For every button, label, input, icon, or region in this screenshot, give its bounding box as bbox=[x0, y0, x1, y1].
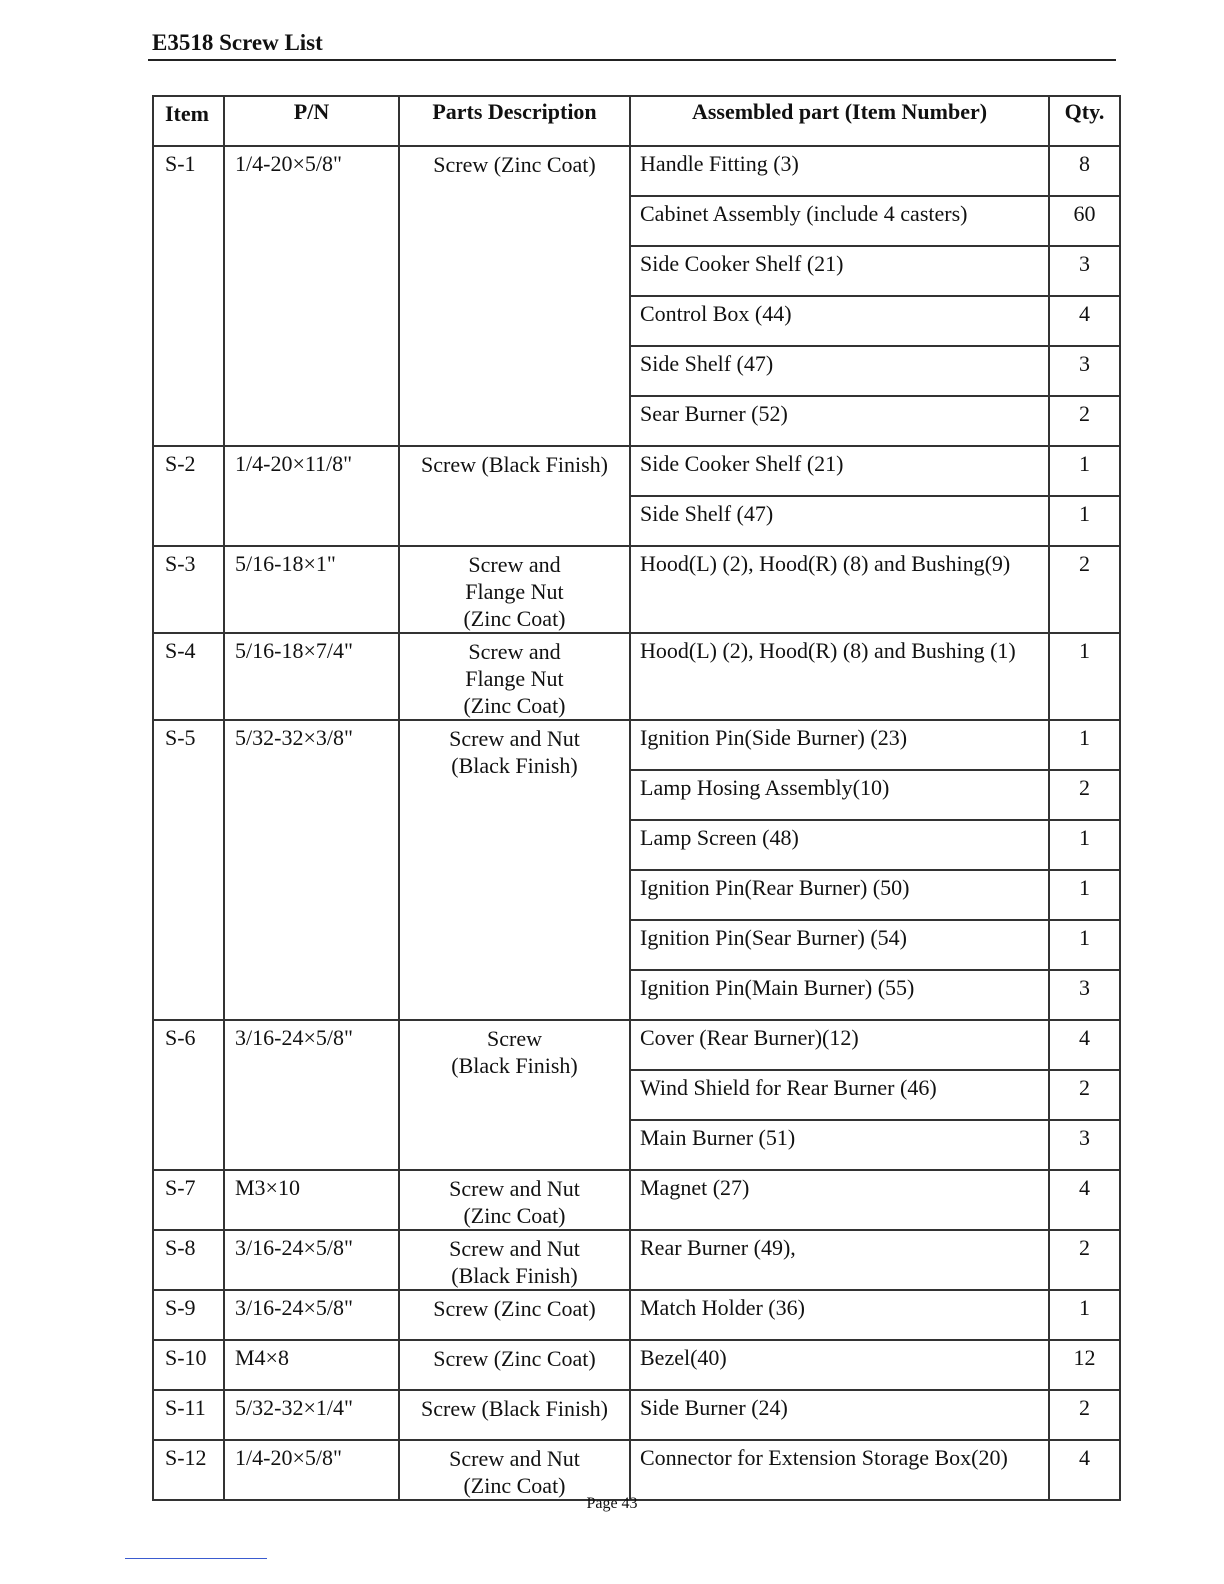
document-title: E3518 Screw List bbox=[152, 30, 323, 55]
description-line: Screw and Nut bbox=[449, 1236, 580, 1261]
cell-part-number: 5/32-32×3/8" bbox=[224, 720, 399, 1020]
cell-item: S-11 bbox=[153, 1390, 224, 1440]
cell-assembled-part: Cover (Rear Burner)(12) bbox=[630, 1020, 1049, 1070]
cell-assembled-part: Wind Shield for Rear Burner (46) bbox=[630, 1070, 1049, 1120]
footer-link-underline bbox=[125, 1558, 267, 1559]
cell-qty: 4 bbox=[1049, 1020, 1120, 1070]
cell-assembled-part: Match Holder (36) bbox=[630, 1290, 1049, 1340]
table-body bbox=[153, 146, 1120, 1500]
cell-qty: 1 bbox=[1049, 496, 1120, 546]
cell-qty: 1 bbox=[1049, 633, 1120, 720]
table-row bbox=[153, 1290, 1120, 1340]
description-line: Flange Nut bbox=[465, 579, 564, 604]
cell-assembled-part: Side Shelf (47) bbox=[630, 496, 1049, 546]
cell-qty: 2 bbox=[1049, 1390, 1120, 1440]
cell-assembled-part: Connector for Extension Storage Box(20) bbox=[630, 1440, 1049, 1500]
cell-item: S-9 bbox=[153, 1290, 224, 1340]
cell-description bbox=[399, 1230, 630, 1290]
header-qty: Qty. bbox=[1049, 96, 1120, 146]
header-item: Item bbox=[153, 96, 224, 146]
table-row bbox=[153, 633, 1120, 720]
description-line: Screw bbox=[487, 1026, 542, 1051]
table-row bbox=[153, 1020, 1120, 1070]
description-line: Screw (Zinc Coat) bbox=[433, 152, 596, 177]
cell-item: S-8 bbox=[153, 1230, 224, 1290]
cell-item: S-1 bbox=[153, 146, 224, 446]
cell-description bbox=[399, 1290, 630, 1340]
cell-qty: 1 bbox=[1049, 920, 1120, 970]
cell-qty: 4 bbox=[1049, 1170, 1120, 1230]
cell-qty: 12 bbox=[1049, 1340, 1120, 1390]
cell-part-number: 5/16-18×7/4" bbox=[224, 633, 399, 720]
cell-item: S-4 bbox=[153, 633, 224, 720]
cell-qty: 4 bbox=[1049, 296, 1120, 346]
table-row bbox=[153, 1390, 1120, 1440]
description-line: Screw (Zinc Coat) bbox=[433, 1346, 596, 1371]
cell-part-number: 3/16-24×5/8" bbox=[224, 1020, 399, 1170]
description-line: (Black Finish) bbox=[451, 1263, 578, 1288]
table-row bbox=[153, 146, 1120, 196]
cell-qty: 2 bbox=[1049, 396, 1120, 446]
cell-assembled-part: Side Cooker Shelf (21) bbox=[630, 246, 1049, 296]
cell-assembled-part: Ignition Pin(Side Burner) (23) bbox=[630, 720, 1049, 770]
cell-qty: 1 bbox=[1049, 1290, 1120, 1340]
cell-description bbox=[399, 633, 630, 720]
cell-qty: 3 bbox=[1049, 246, 1120, 296]
table-row bbox=[153, 720, 1120, 770]
header-pn: P/N bbox=[224, 96, 399, 146]
cell-assembled-part: Side Burner (24) bbox=[630, 1390, 1049, 1440]
cell-item: S-6 bbox=[153, 1020, 224, 1170]
description-line: Screw (Black Finish) bbox=[421, 1396, 608, 1421]
cell-part-number: 5/16-18×1" bbox=[224, 546, 399, 633]
cell-assembled-part: Bezel(40) bbox=[630, 1340, 1049, 1390]
table-row bbox=[153, 446, 1120, 496]
cell-assembled-part: Side Cooker Shelf (21) bbox=[630, 446, 1049, 496]
cell-part-number: M4×8 bbox=[224, 1340, 399, 1390]
description-line: Screw and Nut bbox=[449, 726, 580, 751]
description-line: Screw (Zinc Coat) bbox=[433, 1296, 596, 1321]
cell-qty: 1 bbox=[1049, 820, 1120, 870]
description-line: Screw and Nut bbox=[449, 1176, 580, 1201]
cell-item: S-7 bbox=[153, 1170, 224, 1230]
description-line: Flange Nut bbox=[465, 666, 564, 691]
cell-description bbox=[399, 1170, 630, 1230]
description-line: (Black Finish) bbox=[451, 753, 578, 778]
cell-qty: 3 bbox=[1049, 346, 1120, 396]
table-row bbox=[153, 1170, 1120, 1230]
table-row bbox=[153, 1340, 1120, 1390]
cell-item: S-5 bbox=[153, 720, 224, 1020]
cell-description bbox=[399, 446, 630, 546]
table-row bbox=[153, 1230, 1120, 1290]
cell-qty: 2 bbox=[1049, 1070, 1120, 1120]
description-line: Screw and Nut bbox=[449, 1446, 580, 1471]
cell-qty: 1 bbox=[1049, 446, 1120, 496]
cell-assembled-part: Lamp Hosing Assembly(10) bbox=[630, 770, 1049, 820]
cell-assembled-part: Control Box (44) bbox=[630, 296, 1049, 346]
cell-assembled-part: Rear Burner (49), bbox=[630, 1230, 1049, 1290]
cell-assembled-part: Magnet (27) bbox=[630, 1170, 1049, 1230]
cell-assembled-part: Ignition Pin(Sear Burner) (54) bbox=[630, 920, 1049, 970]
title-underline bbox=[148, 59, 1116, 61]
header-assembled-part: Assembled part (Item Number) bbox=[630, 96, 1049, 146]
description-line: (Zinc Coat) bbox=[463, 1473, 566, 1498]
description-line: (Zinc Coat) bbox=[463, 1203, 566, 1228]
cell-item: S-10 bbox=[153, 1340, 224, 1390]
cell-assembled-part: Main Burner (51) bbox=[630, 1120, 1049, 1170]
cell-assembled-part: Cabinet Assembly (include 4 casters) bbox=[630, 196, 1049, 246]
description-line: (Black Finish) bbox=[451, 1053, 578, 1078]
table-row bbox=[153, 1440, 1120, 1500]
header-description: Parts Description bbox=[399, 96, 630, 146]
cell-qty: 2 bbox=[1049, 770, 1120, 820]
cell-qty: 8 bbox=[1049, 146, 1120, 196]
cell-assembled-part: Sear Burner (52) bbox=[630, 396, 1049, 446]
cell-qty: 4 bbox=[1049, 1440, 1120, 1500]
cell-item: S-2 bbox=[153, 446, 224, 546]
cell-qty: 3 bbox=[1049, 1120, 1120, 1170]
cell-assembled-part: Side Shelf (47) bbox=[630, 346, 1049, 396]
cell-description bbox=[399, 1390, 630, 1440]
cell-item: S-12 bbox=[153, 1440, 224, 1500]
description-line: (Zinc Coat) bbox=[463, 606, 566, 631]
cell-part-number: 5/32-32×1/4" bbox=[224, 1390, 399, 1440]
description-line: (Zinc Coat) bbox=[463, 693, 566, 718]
cell-assembled-part: Hood(L) (2), Hood(R) (8) and Bushing (1) bbox=[630, 633, 1049, 720]
description-line: Screw (Black Finish) bbox=[421, 452, 608, 477]
cell-part-number: 1/4-20×11/8" bbox=[224, 446, 399, 546]
cell-part-number: 1/4-20×5/8" bbox=[224, 1440, 399, 1500]
page-number: Page 43 bbox=[586, 1495, 638, 1512]
cell-description bbox=[399, 1340, 630, 1390]
table-row bbox=[153, 546, 1120, 633]
description-line: Screw and bbox=[468, 552, 561, 577]
cell-assembled-part: Handle Fitting (3) bbox=[630, 146, 1049, 196]
description-line: Screw and bbox=[468, 639, 561, 664]
cell-qty: 2 bbox=[1049, 1230, 1120, 1290]
cell-item: S-3 bbox=[153, 546, 224, 633]
cell-assembled-part: Lamp Screen (48) bbox=[630, 820, 1049, 870]
cell-description bbox=[399, 1020, 630, 1170]
cell-qty: 1 bbox=[1049, 870, 1120, 920]
cell-description bbox=[399, 546, 630, 633]
cell-description bbox=[399, 1440, 630, 1500]
cell-qty: 1 bbox=[1049, 720, 1120, 770]
cell-qty: 3 bbox=[1049, 970, 1120, 1020]
cell-part-number: 3/16-24×5/8" bbox=[224, 1290, 399, 1340]
cell-part-number: 1/4-20×5/8" bbox=[224, 146, 399, 446]
cell-assembled-part: Hood(L) (2), Hood(R) (8) and Bushing(9) bbox=[630, 546, 1049, 633]
cell-description bbox=[399, 146, 630, 446]
cell-assembled-part: Ignition Pin(Main Burner) (55) bbox=[630, 970, 1049, 1020]
cell-qty: 2 bbox=[1049, 546, 1120, 633]
screw-list-table bbox=[152, 95, 1121, 1501]
cell-assembled-part: Ignition Pin(Rear Burner) (50) bbox=[630, 870, 1049, 920]
cell-part-number: M3×10 bbox=[224, 1170, 399, 1230]
table-header-row bbox=[153, 96, 1120, 146]
cell-part-number: 3/16-24×5/8" bbox=[224, 1230, 399, 1290]
cell-description bbox=[399, 720, 630, 1020]
cell-qty: 60 bbox=[1049, 196, 1120, 246]
